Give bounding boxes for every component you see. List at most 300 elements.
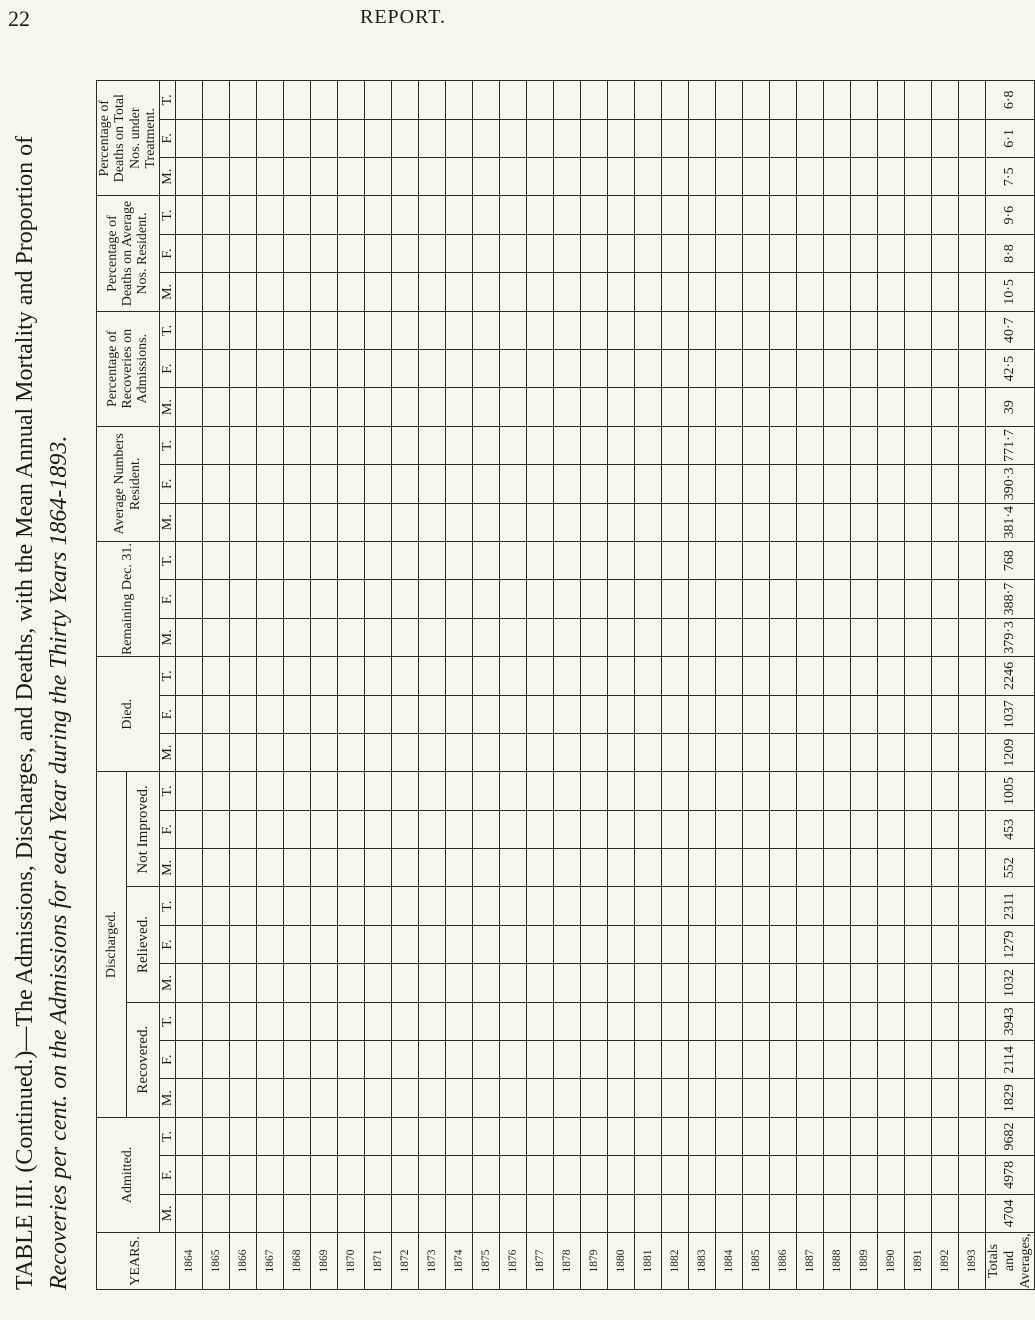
data-cell: [229, 388, 256, 426]
data-cell: [229, 81, 256, 120]
table-row: [688, 81, 715, 1290]
data-cell: [931, 925, 958, 963]
data-cell: [391, 810, 418, 848]
data-cell: [580, 388, 607, 426]
data-cell: [688, 580, 715, 618]
data-cell: [904, 1156, 931, 1194]
data-cell: [391, 772, 418, 810]
table-row: [283, 81, 310, 1290]
data-cell: [850, 1194, 877, 1232]
year-cell: 1879: [580, 1233, 607, 1290]
year-cell: 1865: [202, 1233, 229, 1290]
data-cell: [391, 388, 418, 426]
data-cell: [499, 1117, 526, 1155]
data-cell: [796, 388, 823, 426]
data-cell: [742, 196, 769, 234]
data-cell: [634, 119, 661, 157]
data-cell: [418, 1041, 445, 1079]
data-cell: [823, 119, 850, 157]
data-cell: [472, 695, 499, 733]
data-cell: [445, 465, 472, 503]
data-cell: [877, 158, 904, 196]
data-cell: [742, 81, 769, 120]
data-cell: [391, 733, 418, 771]
data-cell: [661, 81, 688, 120]
data-cell: [823, 388, 850, 426]
header-total: T.: [159, 772, 175, 810]
data-cell: [742, 311, 769, 349]
data-cell: [715, 1079, 742, 1117]
year-cell: 1884: [715, 1233, 742, 1290]
data-cell: [634, 772, 661, 810]
data-cell: [175, 849, 202, 887]
data-cell: [931, 503, 958, 541]
data-cell: [661, 465, 688, 503]
data-cell: [634, 1117, 661, 1155]
data-cell: [445, 196, 472, 234]
data-cell: [310, 350, 337, 388]
data-cell: [175, 311, 202, 349]
data-cell: [796, 350, 823, 388]
data-cell: [796, 1194, 823, 1232]
totals-cell: 1279: [985, 925, 1034, 963]
data-cell: [337, 772, 364, 810]
data-cell: [499, 465, 526, 503]
data-cell: [202, 1117, 229, 1155]
data-cell: [688, 503, 715, 541]
data-cell: [715, 273, 742, 311]
data-cell: [850, 733, 877, 771]
data-cell: [445, 273, 472, 311]
data-cell: [634, 311, 661, 349]
data-cell: [418, 81, 445, 120]
data-cell: [283, 887, 310, 925]
data-cell: [850, 196, 877, 234]
data-cell: [823, 618, 850, 656]
data-cell: [688, 350, 715, 388]
data-cell: [823, 733, 850, 771]
data-cell: [742, 426, 769, 464]
data-cell: [472, 964, 499, 1002]
data-cell: [823, 273, 850, 311]
data-cell: [769, 1041, 796, 1079]
data-cell: [634, 81, 661, 120]
data-cell: [769, 81, 796, 120]
data-cell: [823, 465, 850, 503]
data-cell: [229, 1002, 256, 1040]
data-cell: [553, 1117, 580, 1155]
data-cell: [904, 580, 931, 618]
data-cell: [364, 964, 391, 1002]
data-cell: [310, 964, 337, 1002]
data-cell: [580, 273, 607, 311]
data-cell: [229, 1117, 256, 1155]
data-cell: [256, 810, 283, 848]
data-cell: [661, 503, 688, 541]
data-cell: [877, 234, 904, 272]
year-cell: 1882: [661, 1233, 688, 1290]
data-cell: [499, 849, 526, 887]
data-cell: [337, 388, 364, 426]
data-cell: [526, 196, 553, 234]
header-male: M.: [159, 618, 175, 656]
data-cell: [175, 733, 202, 771]
data-cell: [850, 465, 877, 503]
data-cell: [958, 1079, 985, 1117]
data-cell: [931, 657, 958, 695]
totals-cell: 390·3: [985, 465, 1034, 503]
data-cell: [418, 465, 445, 503]
data-cell: [364, 695, 391, 733]
data-cell: [607, 1156, 634, 1194]
data-cell: [715, 388, 742, 426]
data-cell: [634, 849, 661, 887]
header-female: F.: [159, 119, 175, 157]
data-cell: [607, 311, 634, 349]
data-cell: [202, 772, 229, 810]
table-row: [715, 81, 742, 1290]
data-cell: [472, 196, 499, 234]
data-cell: [283, 273, 310, 311]
data-cell: [310, 273, 337, 311]
data-cell: [607, 657, 634, 695]
data-cell: [283, 1194, 310, 1232]
totals-cell: 9682: [985, 1117, 1034, 1155]
data-cell: [418, 849, 445, 887]
data-cell: [742, 465, 769, 503]
data-cell: [526, 388, 553, 426]
data-cell: [445, 964, 472, 1002]
data-cell: [823, 849, 850, 887]
header-total: T.: [159, 1002, 175, 1040]
data-cell: [202, 196, 229, 234]
data-cell: [661, 1041, 688, 1079]
table-row: [175, 81, 202, 1290]
data-cell: [958, 273, 985, 311]
header-female: F.: [159, 350, 175, 388]
data-cell: [688, 311, 715, 349]
data-cell: [580, 618, 607, 656]
data-cell: [742, 964, 769, 1002]
data-cell: [526, 1194, 553, 1232]
data-cell: [310, 887, 337, 925]
data-cell: [823, 158, 850, 196]
data-cell: [229, 196, 256, 234]
data-cell: [445, 657, 472, 695]
data-cell: [229, 695, 256, 733]
data-cell: [607, 772, 634, 810]
data-cell: [904, 158, 931, 196]
data-cell: [607, 503, 634, 541]
data-cell: [823, 695, 850, 733]
totals-cell: 6·8: [985, 81, 1034, 120]
table-row: [796, 81, 823, 1290]
data-cell: [337, 119, 364, 157]
totals-cell: 768: [985, 541, 1034, 579]
data-cell: [256, 465, 283, 503]
data-cell: [688, 964, 715, 1002]
data-cell: [310, 465, 337, 503]
data-cell: [877, 1117, 904, 1155]
table-row: [877, 81, 904, 1290]
data-cell: [850, 311, 877, 349]
data-cell: [499, 695, 526, 733]
data-cell: [364, 388, 391, 426]
data-cell: [283, 426, 310, 464]
data-cell: [391, 119, 418, 157]
data-cell: [283, 1041, 310, 1079]
data-cell: [229, 733, 256, 771]
data-cell: [688, 541, 715, 579]
data-cell: [715, 503, 742, 541]
data-cell: [499, 426, 526, 464]
table-row: [850, 81, 877, 1290]
data-cell: [688, 733, 715, 771]
data-cell: [850, 234, 877, 272]
data-cell: [175, 925, 202, 963]
data-cell: [364, 1002, 391, 1040]
data-cell: [904, 849, 931, 887]
data-cell: [634, 733, 661, 771]
data-cell: [418, 733, 445, 771]
data-cell: [472, 311, 499, 349]
data-cell: [499, 925, 526, 963]
data-cell: [958, 196, 985, 234]
running-head: REPORT.: [360, 6, 446, 28]
data-cell: [877, 273, 904, 311]
data-cell: [661, 925, 688, 963]
data-cell: [661, 1117, 688, 1155]
data-cell: [742, 158, 769, 196]
data-cell: [202, 580, 229, 618]
data-cell: [256, 196, 283, 234]
data-cell: [742, 350, 769, 388]
totals-cell: 39: [985, 388, 1034, 426]
data-cell: [796, 964, 823, 1002]
data-cell: [418, 119, 445, 157]
table-row: [472, 81, 499, 1290]
header-total: T.: [159, 887, 175, 925]
data-cell: [310, 772, 337, 810]
data-cell: [688, 119, 715, 157]
data-cell: [958, 810, 985, 848]
data-cell: [445, 503, 472, 541]
data-cell: [391, 234, 418, 272]
data-cell: [904, 465, 931, 503]
data-cell: [634, 1002, 661, 1040]
data-cell: [391, 887, 418, 925]
data-cell: [769, 234, 796, 272]
year-cell: 1875: [472, 1233, 499, 1290]
data-cell: [715, 964, 742, 1002]
data-cell: [472, 657, 499, 695]
data-cell: [850, 618, 877, 656]
data-cell: [526, 426, 553, 464]
year-cell: 1867: [256, 1233, 283, 1290]
data-cell: [472, 81, 499, 120]
data-cell: [715, 618, 742, 656]
data-cell: [796, 580, 823, 618]
caption-subtitle: Recoveries per cent. on the Admissions for each Year during the Thirty Years 1864-1893.: [46, 435, 72, 1290]
data-cell: [391, 925, 418, 963]
header-total: T.: [159, 81, 175, 120]
data-cell: [418, 887, 445, 925]
data-cell: [364, 1117, 391, 1155]
data-cell: [337, 695, 364, 733]
data-cell: [877, 772, 904, 810]
data-cell: [931, 426, 958, 464]
data-cell: [823, 887, 850, 925]
data-cell: [337, 1156, 364, 1194]
data-cell: [256, 772, 283, 810]
data-cell: [256, 1002, 283, 1040]
table-row: [904, 81, 931, 1290]
data-cell: [445, 1002, 472, 1040]
data-cell: [958, 657, 985, 695]
data-cell: [850, 887, 877, 925]
data-cell: [472, 772, 499, 810]
data-cell: [445, 1079, 472, 1117]
data-cell: [256, 657, 283, 695]
data-cell: [229, 541, 256, 579]
table-row: [823, 81, 850, 1290]
data-cell: [553, 925, 580, 963]
data-cell: [931, 1194, 958, 1232]
data-cell: [283, 196, 310, 234]
data-cell: [634, 925, 661, 963]
data-cell: [607, 465, 634, 503]
data-cell: [688, 196, 715, 234]
data-cell: [391, 158, 418, 196]
table-row: [607, 81, 634, 1290]
data-cell: [904, 350, 931, 388]
data-cell: [796, 503, 823, 541]
data-cell: [580, 695, 607, 733]
data-cell: [850, 695, 877, 733]
data-cell: [499, 580, 526, 618]
data-cell: [337, 1002, 364, 1040]
data-cell: [175, 657, 202, 695]
data-cell: [904, 887, 931, 925]
data-cell: [499, 273, 526, 311]
data-cell: [175, 1156, 202, 1194]
data-cell: [661, 618, 688, 656]
data-cell: [175, 580, 202, 618]
data-cell: [229, 580, 256, 618]
totals-cell: 42·5: [985, 350, 1034, 388]
data-cell: [283, 81, 310, 120]
data-cell: [175, 810, 202, 848]
table-row: [202, 81, 229, 1290]
data-cell: [688, 772, 715, 810]
header-female: F.: [159, 1041, 175, 1079]
data-cell: [688, 81, 715, 120]
header-discharged: Discharged.: [97, 772, 127, 1118]
data-cell: [634, 580, 661, 618]
data-cell: [931, 1079, 958, 1117]
data-cell: [391, 849, 418, 887]
data-cell: [877, 503, 904, 541]
data-cell: [742, 849, 769, 887]
data-cell: [958, 388, 985, 426]
data-cell: [418, 196, 445, 234]
data-cell: [931, 1156, 958, 1194]
data-cell: [445, 887, 472, 925]
data-cell: [877, 657, 904, 695]
data-cell: [607, 1002, 634, 1040]
data-cell: [229, 465, 256, 503]
data-cell: [553, 580, 580, 618]
data-cell: [418, 1117, 445, 1155]
data-cell: [391, 196, 418, 234]
year-cell: 1890: [877, 1233, 904, 1290]
data-cell: [877, 964, 904, 1002]
data-cell: [769, 388, 796, 426]
data-cell: [769, 196, 796, 234]
data-cell: [769, 964, 796, 1002]
year-cell: 1889: [850, 1233, 877, 1290]
data-cell: [526, 119, 553, 157]
data-cell: [850, 1041, 877, 1079]
data-cell: [391, 618, 418, 656]
data-cell: [877, 350, 904, 388]
table-row: [634, 81, 661, 1290]
data-cell: [823, 1194, 850, 1232]
data-cell: [931, 1002, 958, 1040]
table-row: [553, 81, 580, 1290]
data-cell: [850, 580, 877, 618]
data-cell: [904, 1079, 931, 1117]
data-cell: [364, 196, 391, 234]
data-cell: [472, 925, 499, 963]
data-cell: [526, 311, 553, 349]
data-cell: [580, 849, 607, 887]
data-cell: [553, 1041, 580, 1079]
data-cell: [310, 733, 337, 771]
data-cell: [526, 350, 553, 388]
data-cell: [580, 1156, 607, 1194]
data-cell: [931, 849, 958, 887]
data-cell: [769, 503, 796, 541]
data-cell: [526, 1002, 553, 1040]
data-cell: [742, 657, 769, 695]
data-cell: [958, 119, 985, 157]
data-cell: [823, 350, 850, 388]
data-cell: [904, 503, 931, 541]
data-cell: [526, 657, 553, 695]
data-cell: [823, 964, 850, 1002]
data-cell: [850, 273, 877, 311]
data-cell: [283, 580, 310, 618]
data-cell: [337, 465, 364, 503]
data-cell: [769, 119, 796, 157]
table-row: [364, 81, 391, 1290]
totals-cell: 1829: [985, 1079, 1034, 1117]
data-cell: [310, 388, 337, 426]
data-cell: [337, 426, 364, 464]
table-row: [499, 81, 526, 1290]
data-cell: [310, 81, 337, 120]
data-cell: [499, 964, 526, 1002]
data-cell: [202, 925, 229, 963]
data-cell: [283, 1079, 310, 1117]
data-cell: [310, 580, 337, 618]
data-cell: [796, 1041, 823, 1079]
data-cell: [769, 465, 796, 503]
data-cell: [958, 1156, 985, 1194]
data-cell: [958, 772, 985, 810]
data-cell: [472, 1117, 499, 1155]
